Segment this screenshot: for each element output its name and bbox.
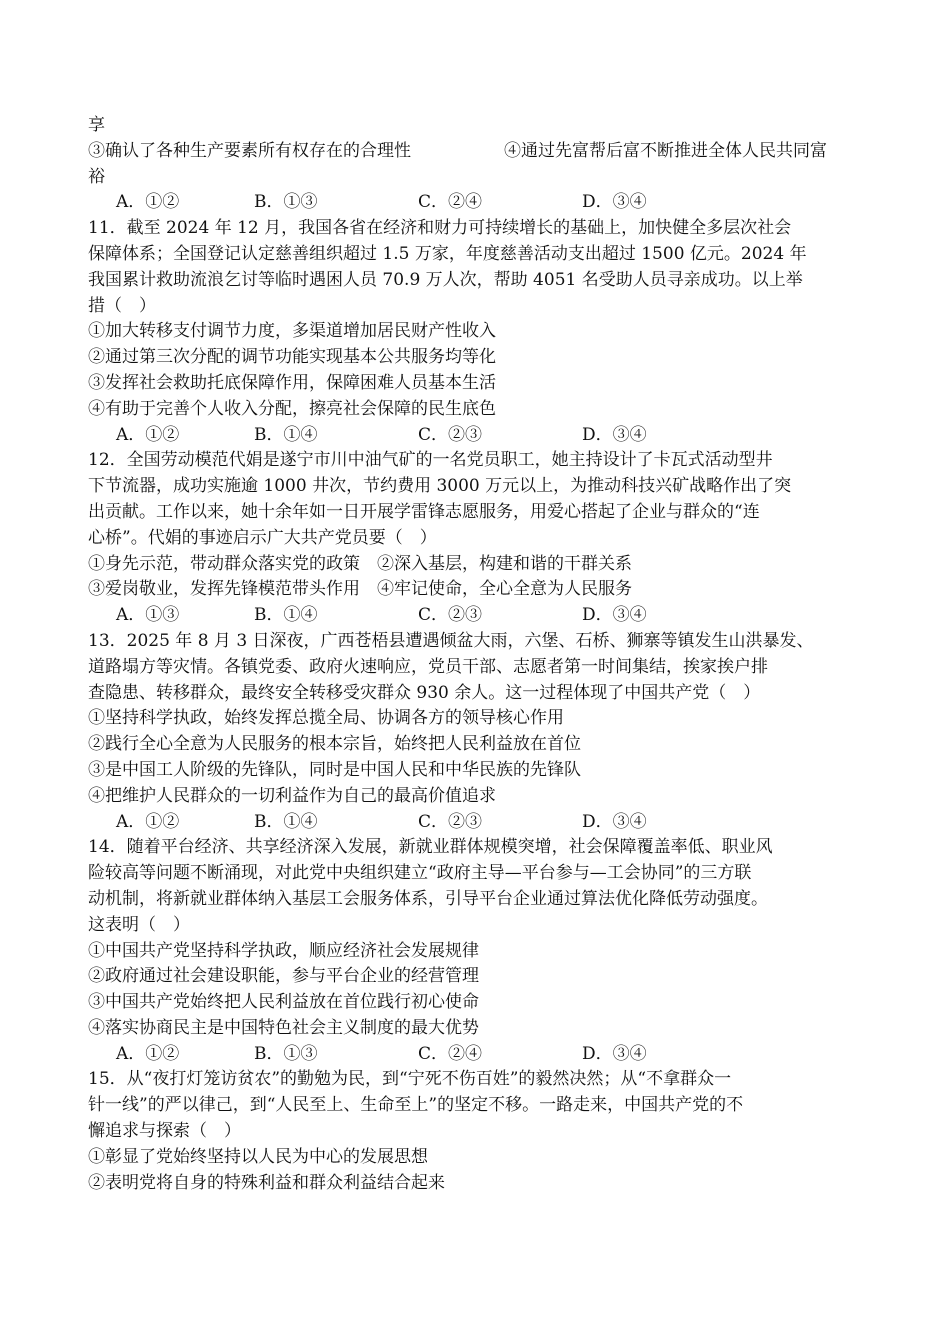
statement-item: ②政府通过社会建设职能，参与平台企业的经营管理 [88, 966, 479, 987]
question-stem-line: 我国累计救助流浪乞讨等临时遇困人员 70.9 万人次，帮助 4051 名受助人员寻亲成功。以上举 [88, 269, 803, 290]
option-d[interactable]: D．③④ [582, 424, 647, 445]
statement-item-pair: ①身先示范，带动群众落实党的政策 ②深入基层，构建和谐的干群关系 [88, 553, 632, 574]
statement-item: ④把维护人民群众的一切利益作为自己的最高价值追求 [88, 785, 496, 806]
option-b[interactable]: B．①④ [254, 811, 318, 832]
question-stem-line: 15．从“夜打灯笼访贫农”的勤勉为民，到“宁死不伤百姓”的毅然决然；从“不拿群众一 [88, 1069, 732, 1090]
question-stem-line: 13．2025 年 8 月 3 日深夜，广西苍梧县遭遇倾盆大雨，六堡、石桥、狮寨等镇发生山洪暴发、 [88, 630, 814, 651]
option-a[interactable]: A．①② [116, 424, 180, 445]
option-b[interactable]: B．①③ [254, 192, 318, 213]
option-d[interactable]: D．③④ [582, 605, 647, 626]
statement-item: ①彰显了党始终坚持以人民为中心的发展思想 [88, 1146, 428, 1167]
option-d[interactable]: D．③④ [582, 192, 647, 213]
question-stem-line: 11．截至 2024 年 12 月，我国各省在经济和财力可持续增长的基础上，加快健全多层次社会 [88, 218, 792, 239]
statement-item: ①坚持科学执政，始终发挥总揽全局、协调各方的领导核心作用 [88, 708, 564, 729]
option-a[interactable]: A．①② [116, 811, 180, 832]
option-d[interactable]: D．③④ [582, 811, 647, 832]
answer-options [88, 603, 873, 629]
prev-items-row [88, 139, 873, 165]
question-stem-line: 措（ ） [88, 295, 156, 316]
prev-item-4-wrap: 裕 [88, 166, 105, 187]
option-c[interactable]: C．②③ [418, 424, 483, 445]
option-c[interactable]: C．②④ [418, 1043, 483, 1064]
option-c[interactable]: C．②④ [418, 192, 483, 213]
option-b[interactable]: B．①③ [254, 1043, 318, 1064]
statement-item: ②通过第三次分配的调节功能实现基本公共服务均等化 [88, 347, 496, 368]
question-stem-line: 险较高等问题不断涌现，对此党中央组织建立“政府主导—平台参与—工会协同”的三方联 [88, 863, 752, 884]
option-b[interactable]: B．①④ [254, 605, 318, 626]
question-11 [88, 216, 873, 448]
question-stem-line: 查隐患、转移群众，最终安全转移受灾群众 930 余人。这一过程体现了中国共产党（ ） [88, 682, 761, 703]
prev-item-3: ③确认了各种生产要素所有权存在的合理性 [88, 140, 411, 161]
statement-item: ④有助于完善个人收入分配，擦亮社会保障的民生底色 [88, 398, 496, 419]
question-stem-line: 保障体系；全国登记认定慈善组织超过 1.5 万家，年度慈善活动支出超过 1500 亿元。2024 年 [88, 243, 807, 264]
statement-item: ③发挥社会救助托底保障作用，保障困难人员基本生活 [88, 372, 496, 393]
option-b[interactable]: B．①④ [254, 424, 318, 445]
question-stem-line: 道路塌方等灾情。各镇党委、政府火速响应，党员干部、志愿者第一时间集结，挨家挨户排 [88, 656, 768, 677]
exam-page [88, 113, 873, 1196]
option-d[interactable]: D．③④ [582, 1043, 647, 1064]
statement-item: ①加大转移支付调节力度，多渠道增加居民财产性收入 [88, 321, 496, 342]
question-15 [88, 1067, 873, 1196]
question-stem-line: 12．全国劳动模范代娟是遂宁市川中油气矿的一名党员职工，她主持设计了卡瓦式活动型井 [88, 450, 773, 471]
question-14 [88, 835, 873, 1067]
statement-item: ③中国共产党始终把人民利益放在首位践行初心使命 [88, 992, 479, 1013]
answer-options [88, 810, 873, 836]
statement-item: ②表明党将自身的特殊利益和群众利益结合起来 [88, 1172, 445, 1193]
statement-item-pair: ③爱岗敬业，发挥先锋模范带头作用 ④牢记使命，全心全意为人民服务 [88, 579, 632, 600]
question-13 [88, 629, 873, 835]
option-a[interactable]: A．①② [116, 1043, 180, 1064]
statement-item: ①中国共产党坚持科学执政，顺应经济社会发展规律 [88, 940, 479, 961]
prev-options [88, 190, 873, 216]
option-a[interactable]: A．①③ [116, 605, 180, 626]
prev-continuation: 享 [88, 115, 105, 135]
question-stem-line: 这表明（ ） [88, 914, 190, 935]
prev-item-4: ④通过先富帮后富不断推进全体人民共同富 [504, 140, 827, 161]
question-stem-line: 心桥”。代娟的事迹启示广大共产党员要（ ） [88, 527, 437, 548]
question-stem-line: 懈追求与探索（ ） [88, 1121, 241, 1142]
option-c[interactable]: C．②③ [418, 811, 483, 832]
question-stem-line: 针一线”的严以律己，到“人民至上、生命至上”的坚定不移。一路走来，中国共产党的不 [88, 1095, 744, 1116]
question-stem-line: 出贡献。工作以来，她十余年如一日开展学雷锋志愿服务，用爱心搭起了企业与群众的“连 [88, 501, 760, 522]
question-12 [88, 448, 873, 629]
question-stem-line: 下节流器，成功实施逾 1000 井次，节约费用 3000 万元以上，为推动科技兴矿战略作出了突 [88, 476, 792, 497]
option-a[interactable]: A．①② [116, 192, 180, 213]
statement-item: ②践行全心全意为人民服务的根本宗旨，始终把人民利益放在首位 [88, 734, 581, 755]
question-stem-line: 14．随着平台经济、共享经济深入发展，新就业群体规模突增，社会保障覆盖率低、职业风 [88, 837, 773, 858]
answer-options [88, 1042, 873, 1068]
question-stem-line: 动机制，将新就业群体纳入基层工会服务体系，引导平台企业通过算法优化降低劳动强度。 [88, 888, 768, 909]
statement-item: ③是中国工人阶级的先锋队，同时是中国人民和中华民族的先锋队 [88, 759, 581, 780]
answer-options [88, 423, 873, 449]
statement-item: ④落实协商民主是中国特色社会主义制度的最大优势 [88, 1017, 479, 1038]
option-c[interactable]: C．②③ [418, 605, 483, 626]
